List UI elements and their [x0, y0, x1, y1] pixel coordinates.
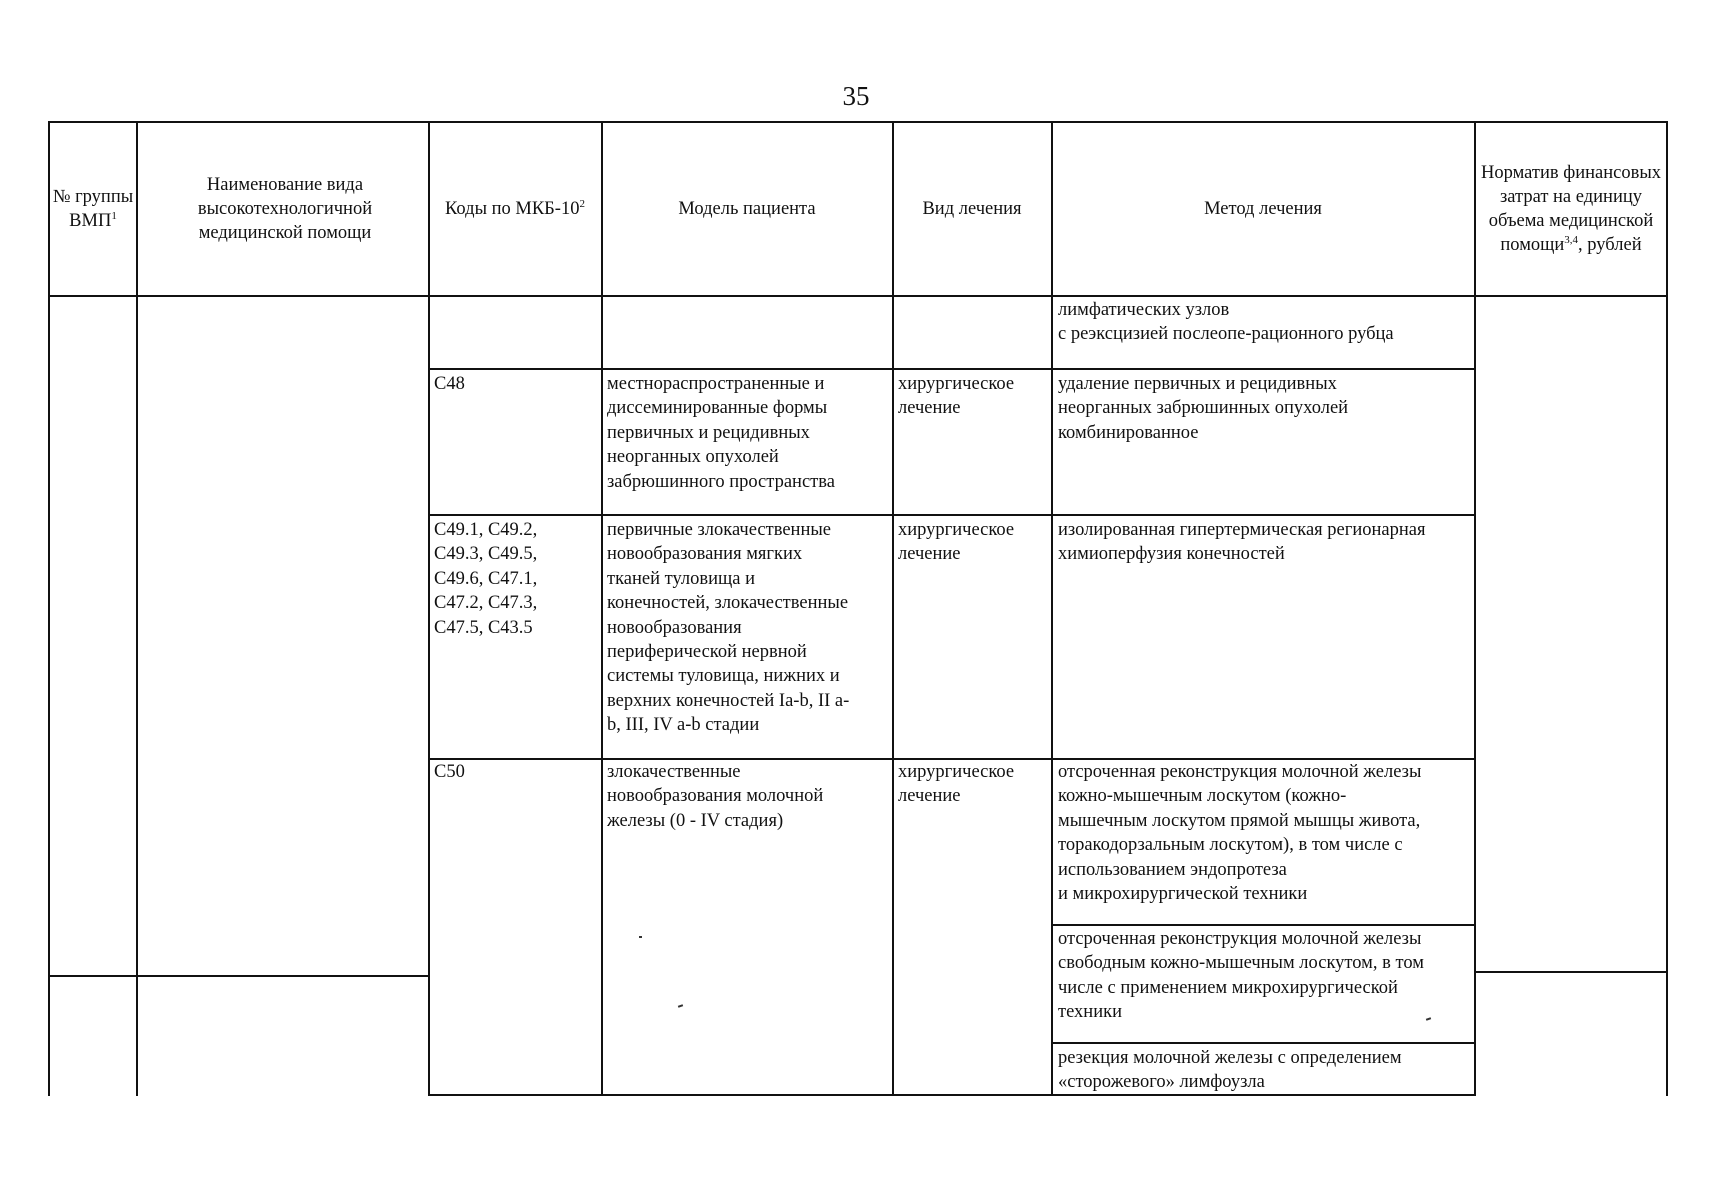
table-cell-method: отсроченная реконструкция молочной железы кожно-мышечным лоскутом (кожно- мышечным лоскутом прямой мышцы живота, торакодорзальным лоскутом), в том числе с использованием эндопротеза и микрохирургической техники	[1058, 762, 1422, 905]
table-cell-method: отсроченная реконструкция молочной железы свободным кожно-мышечным лоскутом, в том числе с применением микрохирургической техники	[1058, 929, 1424, 1023]
table-cell-method: резекция молочной железы с определением «сторожевого» лимфоузла	[1058, 1048, 1402, 1093]
table-cell-method: изолированная гипертермическая регионарная химиоперфузия конечностей	[1058, 520, 1426, 565]
row-divider	[48, 975, 430, 977]
table-cell-method: удаление первичных и рецидивных неорганных забрюшинных опухолей комбинированное	[1058, 374, 1349, 443]
row-divider	[430, 514, 1476, 516]
row-divider	[430, 368, 1476, 370]
row-divider	[1053, 1042, 1476, 1044]
header-bottom-border	[48, 295, 1668, 297]
column-border	[1666, 121, 1668, 1096]
table-cell-code: C49.1, C49.2, C49.3, C49.5, C49.6, C47.1, C47.2, C47.3, C47.5, C43.5	[434, 520, 538, 638]
table-cell-code: C48	[434, 374, 465, 394]
header-icd-codes: Коды по МКБ-$10^2$	[445, 197, 585, 219]
column-border	[601, 121, 603, 1096]
page-number: 35	[842, 81, 870, 111]
column-border	[892, 121, 894, 1096]
row-divider	[1053, 924, 1476, 926]
table-cell-treatment-type: хирургическое лечение	[898, 520, 1015, 565]
table-cell-patient-model: местнораспространенные и диссеминированные формы первичных и рецидивных неорганных опухолей забрюшинного пространства	[607, 374, 835, 492]
column-border	[136, 121, 138, 1096]
column-border	[48, 121, 50, 1096]
table-cell-patient-model: злокачественные новообразования молочной железы (0 - IV стадия)	[607, 762, 824, 831]
row-divider	[1476, 971, 1668, 973]
header-cost-standard: Норматив финансовых затрат на единицу объема медицинской помощи$^{3,4}$, рублей	[1480, 163, 1661, 255]
table-cell-code: C50	[434, 762, 465, 782]
column-border	[1051, 121, 1053, 1096]
header-patient-model: Модель пациента	[678, 199, 816, 219]
table-cell-method: лимфатических узлов с реэксцизией послеопе-рационного рубца	[1058, 300, 1394, 345]
table-cell-treatment-type: хирургическое лечение	[898, 762, 1015, 807]
header-treatment-method: Метод лечения	[1204, 199, 1322, 219]
column-border	[1474, 121, 1476, 1096]
scan-speck	[678, 1004, 683, 1008]
header-group-no: № группы ВМП$^1$	[52, 187, 134, 231]
scan-speck	[639, 936, 642, 938]
header-care-type-name: Наименование вида высокотехнологичной медицинской помощи	[197, 175, 373, 243]
table-cell-patient-model: первичные злокачественные новообразования мягких тканей туловища и конечностей, злокачественные новообразования периферической нервной системы туловища, нижних и верхних конечностей Ia-b, II a- b, III, IV a-b стадии	[607, 520, 850, 736]
header-treatment-type: Вид лечения	[922, 199, 1022, 219]
table-cell-treatment-type: хирургическое лечение	[898, 374, 1015, 419]
column-border	[428, 121, 430, 1096]
